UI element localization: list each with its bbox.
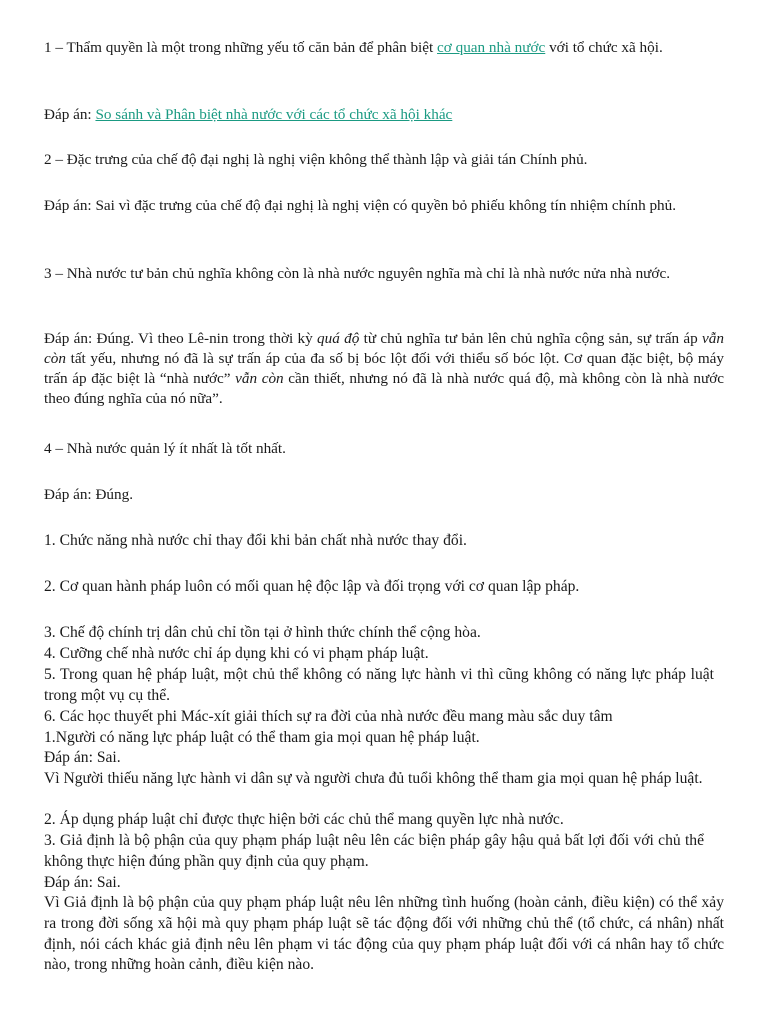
list-item: Vì Người thiếu năng lực hành vi dân sự và người chưa đủ tuổi không thể tham gia mọi quan hệ pháp luật. [44,770,703,787]
list-item: 6. Các học thuyết phi Mác-xít giải thích sự ra đời của nhà nước đều mang màu sắc duy tâm [44,708,613,725]
list-item: Đáp án: Sai. [44,874,121,891]
question-1-text: 1 – Thẩm quyền là một trong những yếu tố căn bản để phân biệt [44,39,438,56]
list-item: 4. Cưỡng chế nhà nước chỉ áp dụng khi có vi phạm pháp luật. [44,645,429,662]
list-item: Đáp án: Sai. [44,749,121,766]
answer-3-part-3: tất yếu, nhưng nó đã là sự trấn áp của đa số bị bóc lột đối với thiểu số bóc lột. Cơ quan đặc biệt, bộ máy trấn áp đặc biệt là “nhà nước” [44,350,724,387]
question-1 [44,38,724,58]
answer-1 [44,105,724,125]
answer-3-part-2: từ chủ nghĩa tư bản lên chủ nghĩa cộng sản, sự trấn áp [359,330,703,347]
answer-3-emphasis-1: quá độ [317,330,360,347]
answer-3 [44,329,724,409]
list-item: 3. Chế độ chính trị dân chủ chỉ tồn tại ở hình thức chính thể cộng hòa. [44,624,481,641]
link-so-sanh-phan-biet[interactable]: So sánh và Phân biệt nhà nước với các tổ chức xã hội khác [95,106,453,123]
list-item: Vì Giả định là bộ phận của quy phạm pháp luật nêu lên những tình huống (hoàn cảnh, điều kiện) có thể xảy ra trong đời sống xã hội mà quy phạm pháp luật sẽ tác động đối với những chủ thể (tổ chức, cá nhân) nhất định, nói cách khác giả định nêu lên phạm vi tác động của quy phạm pháp luật đối với cá nhân hay tổ chức nào, trong những hoàn cảnh, điều kiện nào. [44,894,724,974]
question-3: 3 – Nhà nước tư bản chủ nghĩa không còn là nhà nước nguyên nghĩa mà chỉ là nhà nước nửa nhà nước. [44,265,670,282]
question-1-tail: với tổ chức xã hội. [545,39,663,56]
answer-3-part-4: cần thiết, nhưng nó đã là nhà nước quá độ, mà không còn là nhà nước theo đúng nghĩa của nó nữa”. [44,370,724,407]
statement-1: 1. Chức năng nhà nước chỉ thay đổi khi bản chất nhà nước thay đổi. [44,532,467,549]
link-co-quan-nha-nuoc[interactable]: cơ quan nhà nước [437,39,546,56]
answer-1-label: Đáp án: [44,106,96,123]
answer-4: Đáp án: Đúng. [44,486,133,503]
answer-3-emphasis-2: vẫn còn [44,330,724,367]
list-item: 5. Trong quan hệ pháp luật, một chủ thể không có năng lực hành vi thì cũng không có năng lực pháp luật trong một vụ cụ thể. [44,666,714,704]
list-item: 2. Áp dụng pháp luật chỉ được thực hiện bởi các chủ thể mang quyền lực nhà nước. [44,811,564,828]
list-item: 3. Giả định là bộ phận của quy phạm pháp luật nêu lên các biện pháp gây hậu quả bất lợi đối với chủ thể không thực hiện đúng phần quy định của quy phạm. [44,832,704,870]
list-item: 1.Người có năng lực pháp luật có thể tham gia mọi quan hệ pháp luật. [44,729,480,746]
answer-2: Đáp án: Sai vì đặc trưng của chế độ đại nghị là nghị viện có quyền bỏ phiếu không tín nhiệm chính phủ. [44,197,677,214]
answer-3-part-1: Đáp án: Đúng. Vì theo Lê-nin trong thời kỳ [44,330,318,347]
statement-2: 2. Cơ quan hành pháp luôn có mối quan hệ độc lập và đối trọng với cơ quan lập pháp. [44,578,580,595]
question-2: 2 – Đặc trưng của chế độ đại nghị là nghị viện không thể thành lập và giải tán Chính phủ. [44,151,588,168]
answer-3-emphasis-3: vẫn còn [235,370,284,387]
question-4: 4 – Nhà nước quản lý ít nhất là tốt nhất. [44,440,286,457]
